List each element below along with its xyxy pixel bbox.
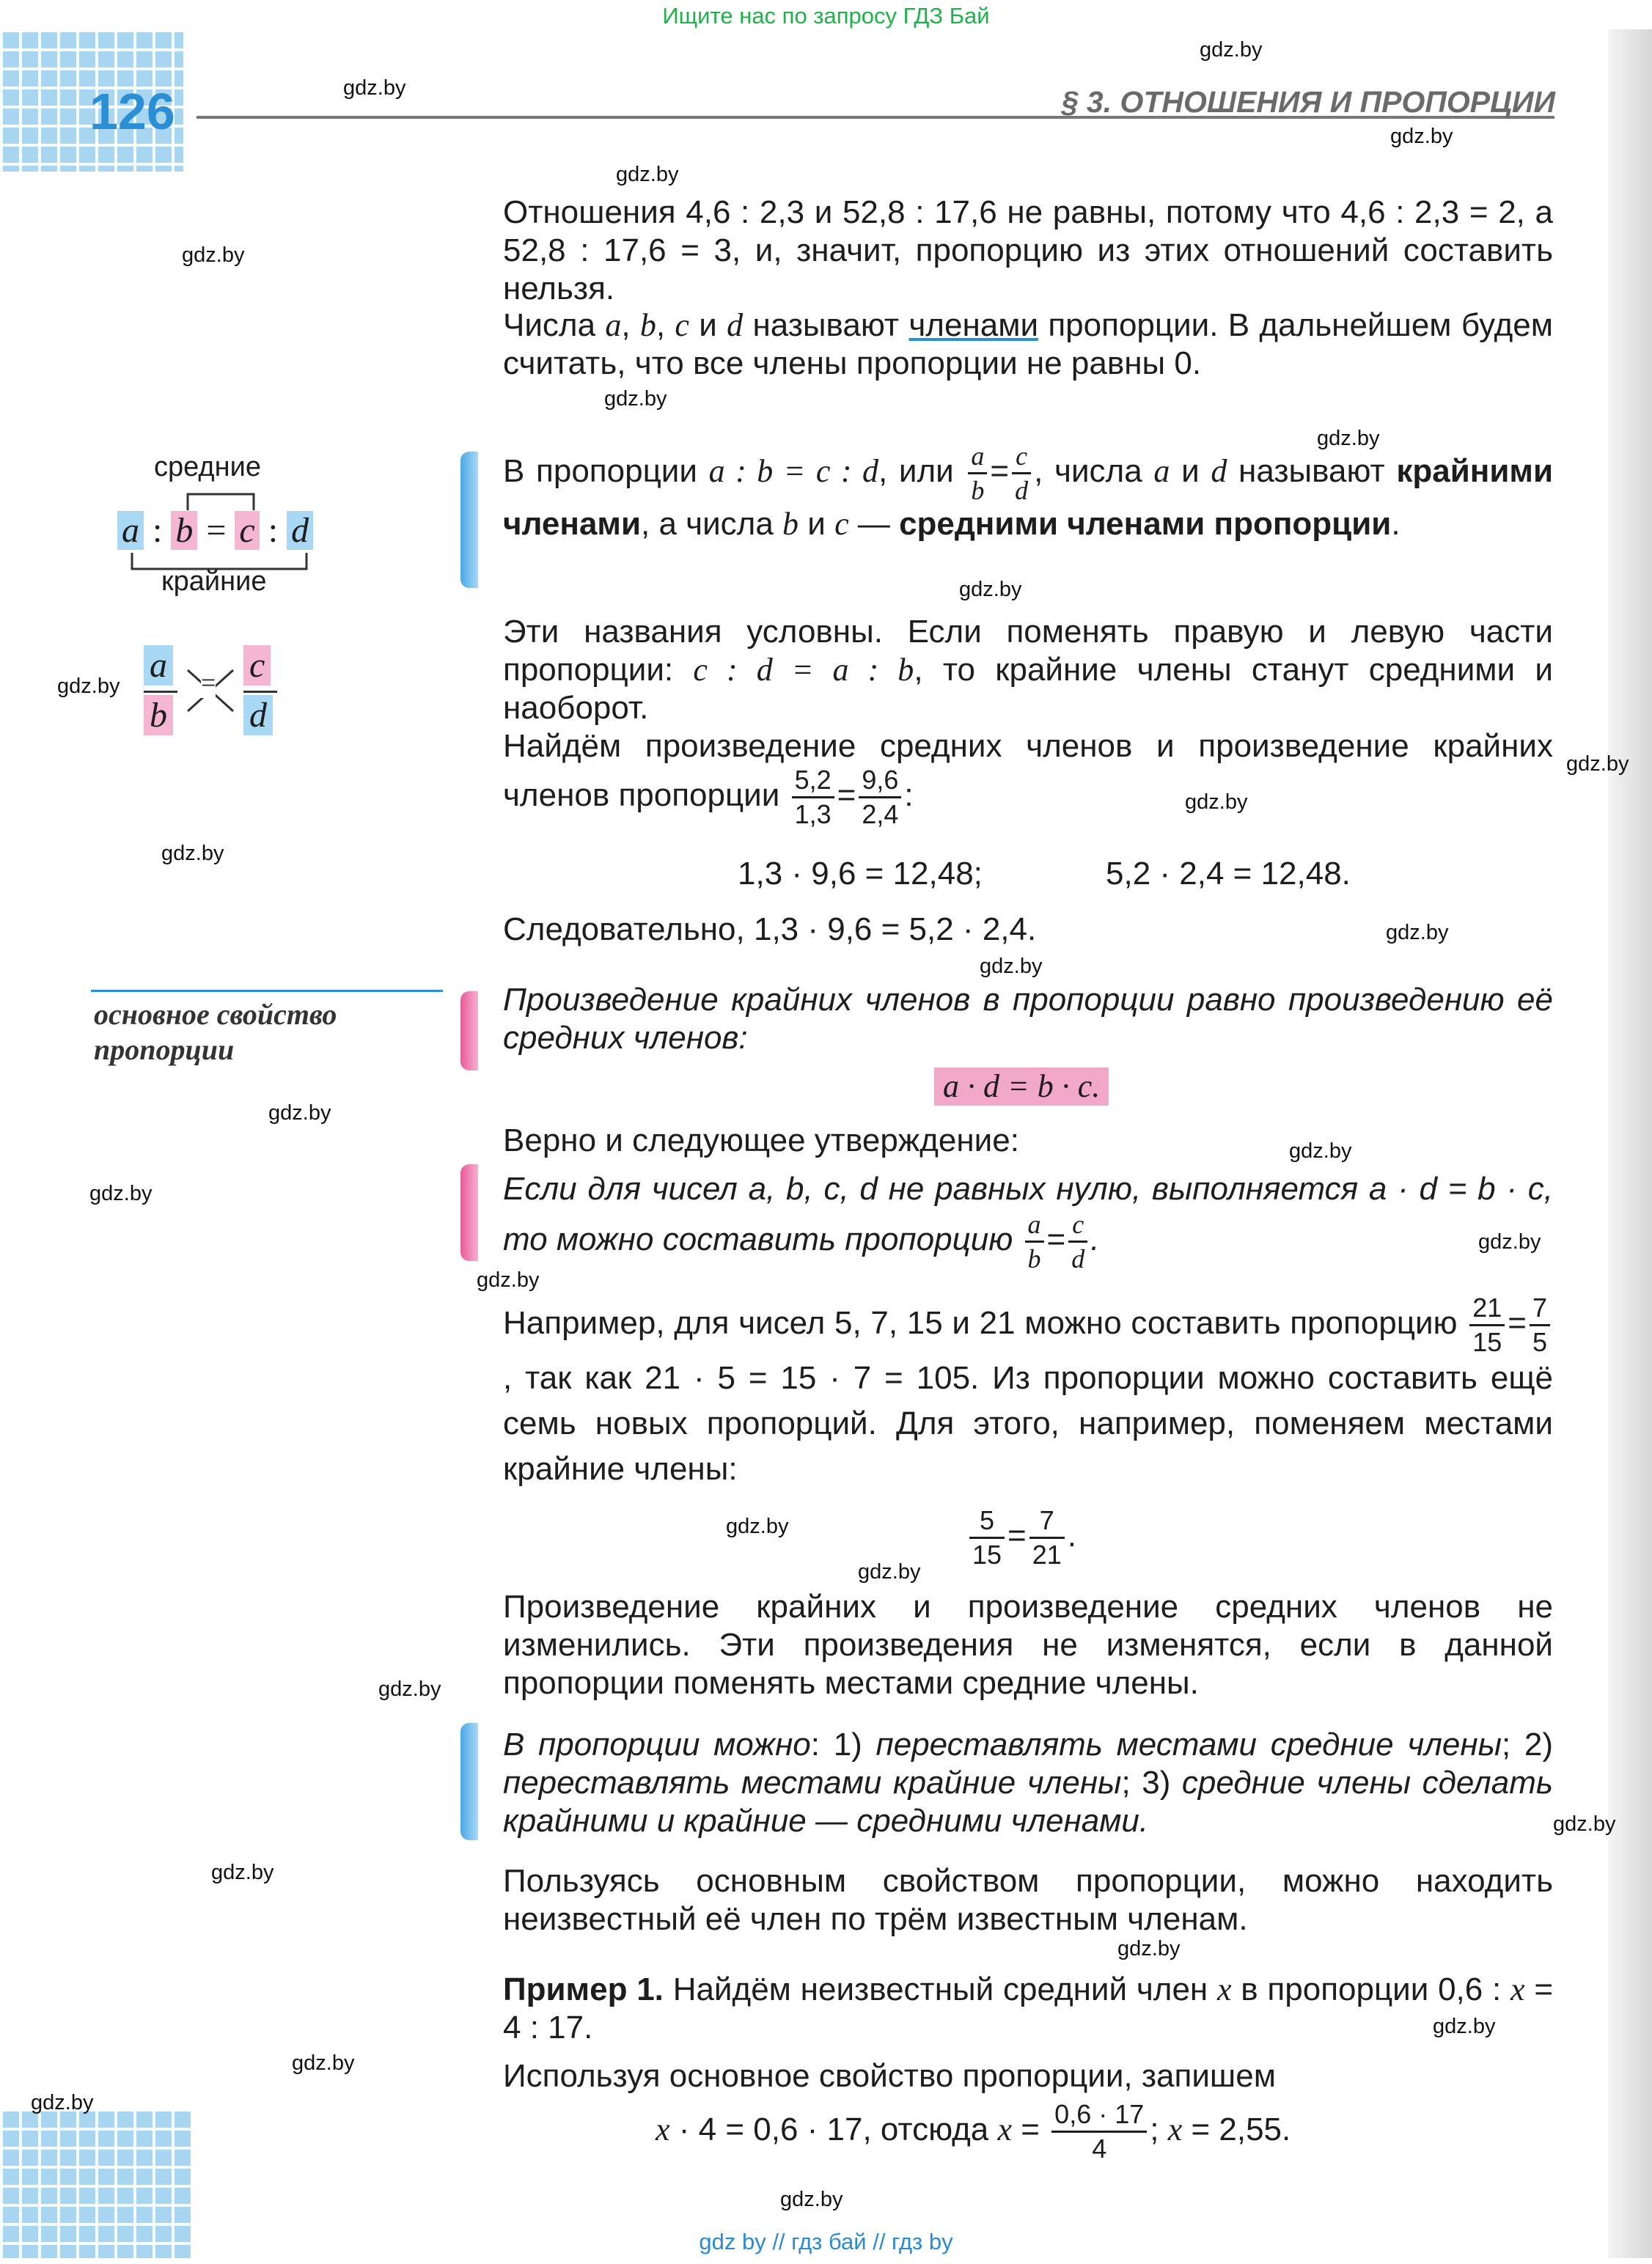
paragraph: Следовательно, 1,3 · 9,6 = 5,2 · 2,4. — [503, 911, 1037, 947]
text: называют — [1227, 453, 1397, 490]
watermark: gdz.by — [1200, 38, 1263, 62]
numerator: a — [968, 443, 987, 474]
var: d — [727, 307, 744, 343]
watermark: gdz.by — [343, 76, 406, 100]
paragraph: Верно и следующее утверждение: — [503, 1122, 1019, 1158]
text: , а числа — [641, 506, 783, 542]
text: , или — [878, 453, 966, 490]
section-title: § 3. ОТНОШЕНИЯ И ПРОПОРЦИИ — [1061, 85, 1555, 119]
text: . — [1391, 506, 1400, 542]
text: Например, для чисел 5, 7, 15 и 21 можно составить пропорцию — [503, 1305, 1467, 1342]
term-c: c — [235, 511, 259, 550]
term-link[interactable]: членами — [908, 307, 1039, 343]
numerator: 21 — [1469, 1295, 1505, 1326]
text: , то крайние члены станут средними и наоборот. — [503, 652, 1554, 726]
denominator: b — [1027, 1244, 1041, 1274]
watermark: gdz.by — [1117, 1937, 1181, 1960]
term-b: b — [171, 511, 197, 550]
watermark: gdz.by — [959, 578, 1022, 601]
text: — — [848, 506, 900, 542]
equals: = — [1007, 1518, 1027, 1554]
text: Найдём произведение средних членов и произведение крайних членов пропорции — [503, 728, 1553, 814]
paragraph-example — [503, 1295, 1553, 1492]
rule-basic-property: Произведение крайних членов в пропорции равно произведению её средних членов: — [503, 982, 1553, 1056]
text: Числа — [503, 307, 606, 343]
watermark: gdz.by — [57, 675, 120, 698]
fraction — [859, 767, 901, 828]
watermark: gdz.by — [477, 1268, 540, 1292]
watermark: gdz.by — [858, 1560, 921, 1584]
equation — [966, 1507, 1076, 1568]
var: x — [1167, 2112, 1183, 2148]
fraction — [969, 1507, 1005, 1568]
middle-label: средние — [154, 452, 261, 482]
watermark: gdz.by — [726, 1515, 789, 1538]
text: Если для чисел a, b, c, d не равных нулю, выполняется a · d = b · c, то можно составить пропорцию — [503, 1171, 1553, 1258]
rule-converse — [503, 1167, 1553, 1272]
watermark: gdz.by — [1566, 752, 1629, 776]
watermark: gdz.by — [1478, 1230, 1541, 1254]
watermark: gdz.by — [161, 842, 224, 865]
denominator: 21 — [1032, 1540, 1062, 1570]
var: a — [605, 307, 622, 343]
text: = — [1012, 2112, 1049, 2148]
watermark: gdz.by — [268, 1101, 331, 1125]
equals: = — [201, 668, 216, 697]
text: = 2,55. — [1182, 2112, 1291, 2148]
watermark: gdz.by — [1390, 125, 1453, 148]
var: x — [1216, 1971, 1232, 2007]
var: x — [1510, 1971, 1525, 2007]
definition-extremes-means — [503, 443, 1553, 545]
text: ; — [1150, 2112, 1168, 2148]
fraction-line — [243, 691, 277, 693]
fraction — [1068, 1211, 1087, 1272]
term-bold: средними членами пропорции — [899, 506, 1392, 542]
watermark: gdz.by — [89, 1182, 153, 1205]
text: · 4 = 0,6 · 17, отсюда — [669, 2112, 998, 2148]
equals: = — [1508, 1305, 1527, 1342]
denominator: b — [971, 476, 985, 505]
colon: : — [153, 511, 163, 550]
cross-multiplication-diagram — [144, 645, 290, 748]
text: , — [621, 307, 640, 343]
text: Эти названия условны. Если поменять правую и левую части пропорции: — [503, 614, 1553, 688]
fraction — [1025, 1211, 1044, 1272]
text: , так как 21 · 5 = 15 · 7 = 105. Из пропорции можно составить ещё семь новых пропорций. Для этого, например, поменяем местами крайние члены: — [503, 1360, 1553, 1487]
text: ; 2) — [1501, 1727, 1554, 1763]
text: и — [689, 307, 727, 343]
text: и — [799, 506, 835, 542]
numerator: c — [1012, 443, 1031, 474]
text: , — [656, 307, 675, 343]
var: b — [639, 307, 656, 343]
watermark: gdz.by — [1553, 1812, 1616, 1836]
rule-bar — [460, 991, 478, 1070]
equals: = — [990, 453, 1010, 490]
text: . — [1067, 1518, 1077, 1554]
extremes-means-diagram — [117, 452, 323, 598]
watermark: gdz.by — [780, 2188, 843, 2211]
denominator: 5 — [1532, 1327, 1547, 1357]
term-a: a — [144, 645, 173, 686]
text: , числа — [1034, 453, 1154, 490]
term-c: c — [243, 645, 271, 686]
paragraph-products — [503, 726, 1553, 828]
watermark: gdz.by — [31, 2091, 94, 2114]
term-a: a — [117, 511, 144, 550]
note-bar — [460, 1723, 478, 1840]
paragraph-members — [503, 306, 1553, 383]
term-d: d — [287, 511, 313, 550]
text: : 1) — [810, 1727, 876, 1763]
numerator: 5 — [969, 1507, 1005, 1539]
fraction — [1530, 1295, 1550, 1356]
fraction — [1469, 1295, 1505, 1356]
watermark: gdz.by — [1289, 1139, 1352, 1163]
term-d: d — [243, 695, 273, 735]
formula: a : b = c : d — [708, 453, 878, 490]
rule-formula — [934, 1067, 1109, 1106]
denominator: 2,4 — [862, 799, 899, 829]
equation — [656, 2101, 1291, 2162]
equals: = — [206, 511, 227, 550]
formula: a · d = b · c. — [943, 1068, 1101, 1104]
text: Найдём неизвестный средний член — [663, 1971, 1217, 2007]
text: В пропорции — [503, 453, 709, 490]
rule-bar — [460, 1164, 478, 1261]
text: в пропорции 0,6 : — [1231, 1971, 1511, 2007]
denominator: 15 — [1472, 1327, 1502, 1357]
var: x — [656, 2112, 670, 2148]
rule-swaps — [503, 1726, 1553, 1840]
watermark: gdz.by — [1185, 790, 1248, 814]
numerator: 0,6 · 17 — [1051, 2101, 1147, 2133]
diagram-proportion — [117, 510, 313, 551]
watermark: gdz.by — [1386, 921, 1449, 944]
equals: = — [837, 777, 856, 814]
watermark: gdz.by — [980, 955, 1043, 978]
paragraph-names — [503, 613, 1553, 727]
watermark: gdz.by — [292, 2051, 355, 2075]
text: = 4 : 17. — [503, 1971, 1554, 2046]
watermark: gdz.by — [211, 1861, 274, 1884]
formula: c : d = a : b — [693, 652, 914, 688]
calculation: 5,2 · 2,4 = 12,48. — [1106, 856, 1351, 892]
fraction — [968, 443, 987, 504]
paragraph: Отношения 4,6 : 2,3 и 52,8 : 17,6 не равны, потому что 4,6 : 2,3 = 2, а 52,8 : 17,6 = 3, и, значит, пропорцию из этих отношений составить нельзя. — [503, 194, 1553, 306]
colon: : — [268, 511, 279, 550]
numerator: a — [1025, 1211, 1044, 1243]
fraction-line — [144, 691, 177, 693]
text: переставлять местами средние члены — [875, 1727, 1502, 1763]
fraction — [1012, 443, 1031, 504]
denominator: d — [1015, 476, 1029, 505]
definition-bar — [460, 452, 478, 588]
var: x — [997, 2112, 1013, 2148]
fraction — [1029, 1507, 1065, 1568]
denominator: d — [1071, 1244, 1085, 1274]
watermark: gdz.by — [182, 243, 245, 267]
margin-note-property: основное свойство пропорции — [94, 998, 337, 1066]
var: b — [782, 506, 799, 542]
top-banner[interactable]: Ищите нас по запросу ГДЗ Бай — [662, 3, 990, 29]
extreme-label: крайние — [161, 566, 267, 597]
example-label: Пример 1. — [503, 1971, 664, 2007]
text: называют — [743, 307, 909, 343]
text: . — [1090, 1221, 1100, 1258]
denominator: 15 — [972, 1540, 1002, 1570]
var: c — [675, 307, 689, 343]
margin-rule — [91, 990, 443, 992]
watermark: gdz.by — [616, 163, 679, 186]
text: средние члены сделать крайними и крайние — средними членами. — [503, 1765, 1553, 1839]
text: : — [904, 777, 914, 814]
term-b: b — [144, 695, 173, 735]
page-edge-shadow — [1608, 29, 1652, 2258]
numerator: 7 — [1530, 1295, 1550, 1326]
var: d — [1211, 453, 1227, 490]
watermark: gdz.by — [1433, 2015, 1496, 2038]
numerator: 7 — [1029, 1507, 1065, 1539]
var: a — [1153, 453, 1170, 490]
numerator: 5,2 — [792, 767, 834, 798]
fraction — [792, 767, 834, 828]
watermark: gdz.by — [378, 1677, 441, 1701]
bottom-banner[interactable]: gdz by // гдз бай // гдз by — [699, 2229, 953, 2254]
text: В пропорции можно — [503, 1727, 811, 1763]
watermark: gdz.by — [1317, 427, 1380, 450]
denominator: 1,3 — [794, 799, 831, 829]
var: c — [834, 506, 849, 542]
text: пропорции. В дальнейшем будем считать, что все члены пропорции не равны 0. — [503, 307, 1554, 381]
denominator: 4 — [1092, 2133, 1107, 2164]
fraction — [1051, 2101, 1147, 2162]
paragraph: Используя основное свойство пропорции, запишем — [503, 2058, 1276, 2094]
watermark: gdz.by — [604, 387, 667, 411]
equals: = — [1046, 1221, 1066, 1258]
calculation: 1,3 · 9,6 = 12,48; — [738, 856, 983, 892]
text: и — [1170, 453, 1211, 490]
numerator: c — [1068, 1211, 1087, 1243]
paragraph: Произведение крайних и произведение средних членов не изменились. Эти произведения не изменятся, если в данной пропорции поменять местами средние члены. — [503, 1589, 1553, 1701]
text: переставлять местами крайние члены — [503, 1765, 1122, 1801]
example-heading — [503, 1971, 1553, 2047]
paragraph: Пользуясь основным свойством пропорции, можно находить неизвестный её член по трём известным членам. — [503, 1863, 1553, 1937]
numerator: 9,6 — [859, 767, 901, 798]
text: ; 3) — [1121, 1765, 1182, 1801]
page-number: 126 — [89, 83, 175, 140]
term-bold: крайними членами — [503, 453, 1553, 542]
